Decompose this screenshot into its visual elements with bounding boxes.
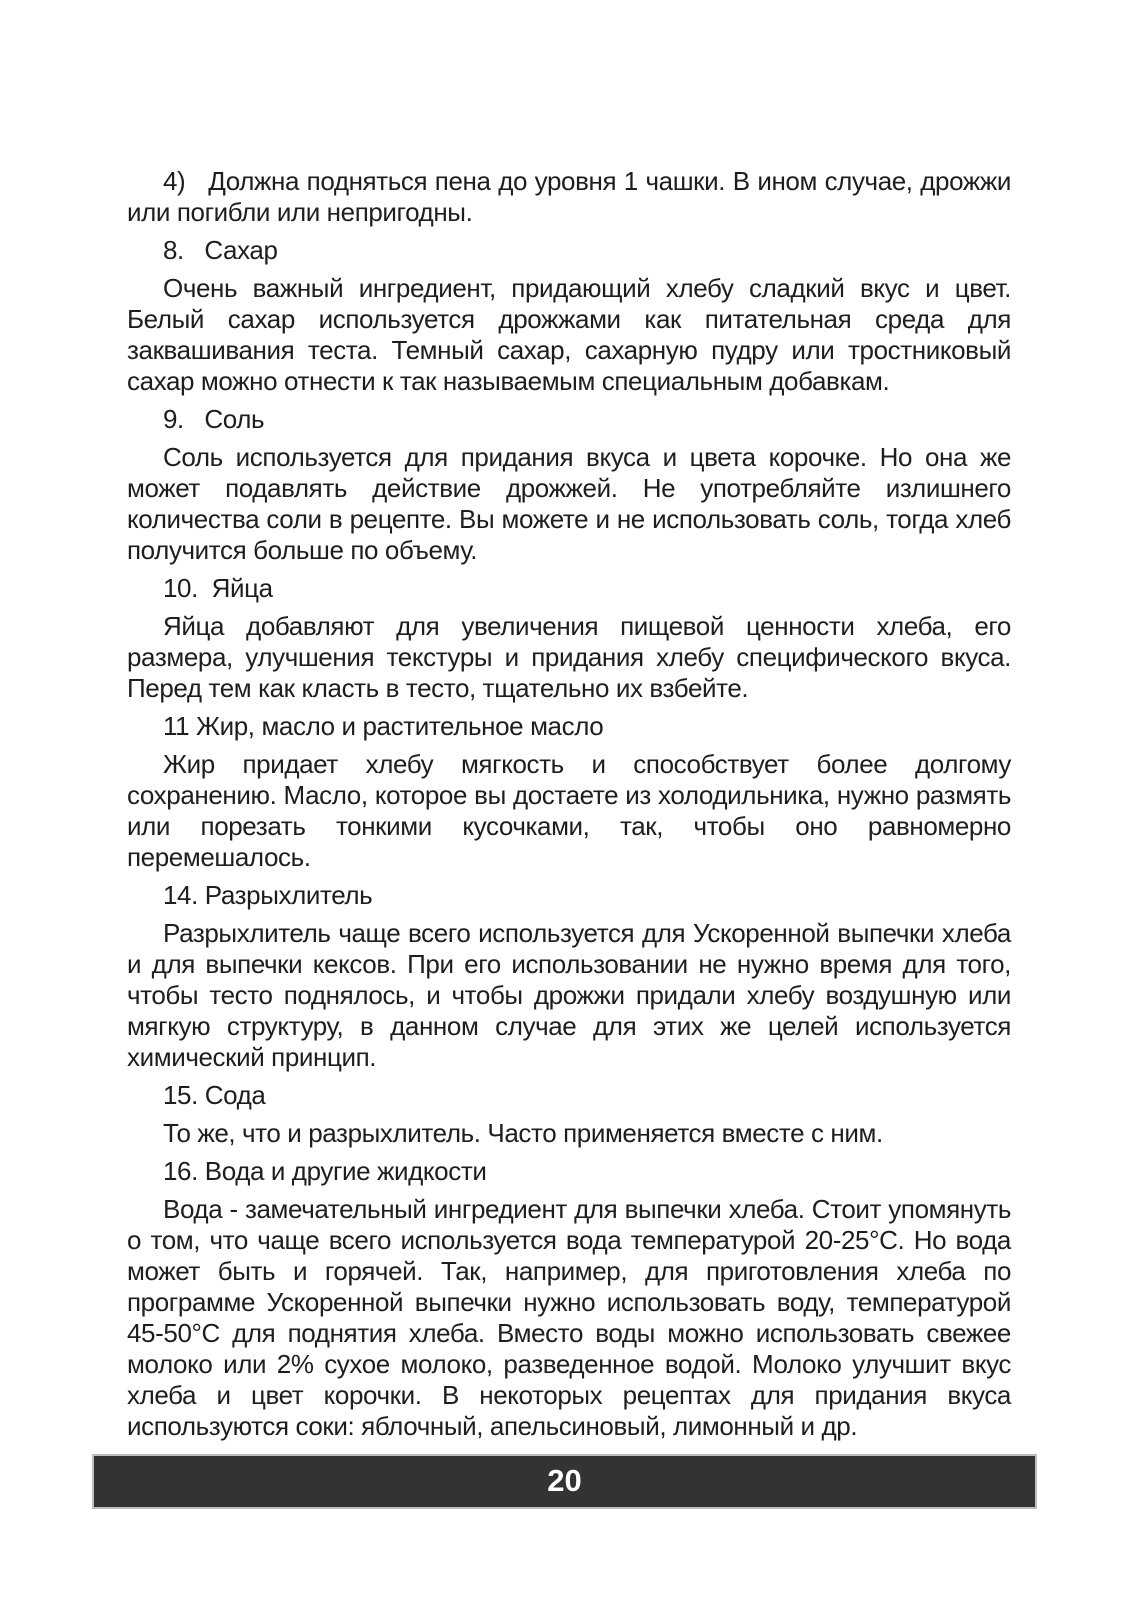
paragraph: Соль используется для придания вкуса и цвета корочке. Но она же может подавлять действие дрожжей. Не употребляйте излишнего количества соли в рецепте. Вы можете и не использовать соль, тогда хлеб получится больше по объему. (127, 442, 1018, 565)
paragraph: Очень важный ингредиент, придающий хлебу сладкий вкус и цвет. Белый сахар используется дрожжами как питательная среда для заквашивания теста. Темный сахар, сахарную пудру или тростниковый сахар можно отнести к так называемым специальным добавкам. (127, 273, 1018, 396)
section-heading: 11 Жир, масло и растительное масло (163, 711, 604, 741)
paragraph: Жир придает хлебу мягкость и способствует более долгому сохранению. Масло, которое вы достаете из холодильника, нужно размять или порезать тонкими кусочками, так, чтобы оно равномерно перемешалось. (127, 749, 1018, 872)
section-heading: 8. Сахар (163, 235, 278, 265)
paragraph: Вода - замечательный ингредиент для выпечки хлеба. Стоит упомянуть о том, что чаще всего используется вода температурой 20-25°С. Но вода может быть и горячей. Так, например, для приготовления хлеба по программе Ускоренной выпечки нужно использовать воду, температурой 45-50°С для поднятия хлеба. Вместо воды можно использовать свежее молоко или 2% сухое молоко, разведенное водой. Молоко улучшит вкус хлеба и цвет корочки. В некоторых рецептах для придания вкуса используются соки: яблочный, апельсиновый, лимонный и др. (127, 1194, 1018, 1441)
document-body-text (127, 166, 1018, 1442)
section-heading: 10. Яйца (163, 573, 273, 603)
paragraph: То же, что и разрыхлитель. Часто применяется вместе с ним. (163, 1118, 883, 1148)
paragraph: Яйца добавляют для увеличения пищевой ценности хлеба, его размера, улучшения текстуры и придания хлебу специфического вкуса. Перед тем как класть в тесто, тщательно их взбейте. (127, 611, 1018, 703)
section-heading: 16. Вода и другие жидкости (163, 1156, 487, 1186)
section-heading: 14. Разрыхлитель (163, 880, 373, 910)
section-heading: 9. Соль (163, 404, 265, 434)
page-number: 20 (547, 1463, 582, 1498)
paragraph: Разрыхлитель чаще всего используется для Ускоренной выпечки хлеба и для выпечки кексов. При его использовании не нужно время для того, чтобы тесто поднялось, и чтобы дрожжи придали хлебу воздушную или мягкую структуру, в данном случае для этих же целей используется химический принцип. (127, 918, 1018, 1072)
paragraph: 4) Должна подняться пена до уровня 1 чашки. В ином случае, дрожжи или погибли или непригодны. (127, 166, 1018, 227)
footer-page-bar (92, 1454, 1037, 1509)
section-heading: 15. Сода (163, 1080, 266, 1110)
